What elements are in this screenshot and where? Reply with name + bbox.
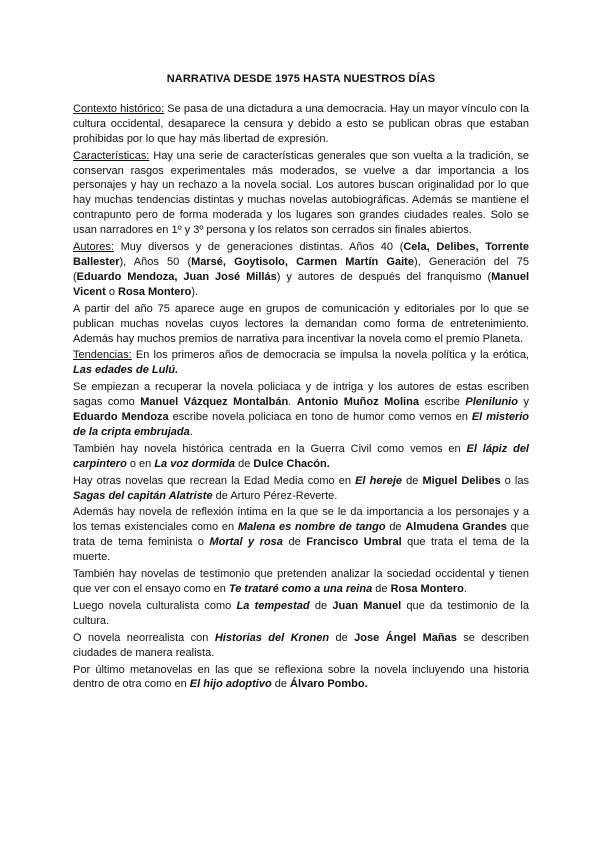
author-name: Eduardo Mendoza, Juan José Millás <box>76 270 277 283</box>
author-name: Dulce Chacón. <box>253 457 330 470</box>
work-title: El lápiz del carpintero <box>73 442 529 470</box>
author-name: Antonio Muñoz Molina <box>296 396 419 409</box>
work-title: El hijo adoptivo <box>189 678 272 691</box>
paragraph-text: de <box>235 457 254 470</box>
author-name: Miguel Delibes <box>422 474 501 487</box>
paragraph <box>73 474 529 504</box>
document-body <box>73 102 529 692</box>
work-title: La tempestad <box>236 599 310 612</box>
author-name: Francisco Umbral <box>306 536 402 549</box>
paragraph <box>73 102 529 147</box>
paragraph-text: de <box>385 521 406 534</box>
work-title: Te trataré como a una reina <box>228 583 373 595</box>
paragraph-text: . <box>189 425 193 438</box>
paragraph-text: y <box>517 396 529 409</box>
paragraph <box>73 663 529 693</box>
author-name: Rosa Montero <box>390 583 464 595</box>
paragraph <box>73 505 529 565</box>
author-name: Cela, Delibes, Torrente Ballester <box>73 241 529 268</box>
work-title: Plenilunio <box>465 396 518 409</box>
paragraph-text: o <box>105 285 119 298</box>
section-heading: Características: <box>73 149 150 162</box>
paragraph-text: escribe novela policiaca en tono de humor como vemos en <box>168 411 472 424</box>
paragraph-text: de Arturo Pérez-Reverte. <box>212 489 338 502</box>
paragraph <box>73 631 529 661</box>
work-title: Historias del Kronen <box>214 631 330 644</box>
paragraph-text: que trata el tema de la muerte. <box>73 536 530 564</box>
paragraph <box>73 599 529 629</box>
paragraph-text: O novela neorrealista con <box>73 631 215 644</box>
paragraph-text: . <box>463 583 467 595</box>
paragraph-text: o en <box>126 457 155 470</box>
work-title: Malena es nombre de tango <box>237 521 386 534</box>
work-title: Mortal y rosa <box>209 536 283 549</box>
author-name: Eduardo Mendoza <box>73 411 169 424</box>
paragraph-text: En los primeros años de democracia se impulsa la novela política y la erótica, <box>131 349 529 362</box>
paragraph-text: ), Años 50 ( <box>119 255 192 268</box>
document-page <box>73 72 529 694</box>
paragraph-text: de <box>329 631 355 644</box>
paragraph <box>73 348 529 378</box>
paragraph <box>73 380 529 440</box>
paragraph <box>73 149 529 238</box>
paragraph-text: Muy diversos y de generaciones distintas. Años 40 ( <box>113 241 404 254</box>
paragraph <box>73 240 529 300</box>
author-name: Almudena Grandes <box>405 521 507 534</box>
paragraph-text: Hay una serie de características generales que son vuelta a la tradición, se conservan rasgos experimentales más moderados, se vuelve a dar importancia a los personajes y hay un rechazo a la novela social. Los autores buscan originalidad por lo que hay muchas tendencias distintas y muchas novelas autobiográficas. Además se mantiene el contrapunto pero de forma moderada y los lugares son grandes ciudades reales. Solo se usan narradores en 1º y 3º persona y los relatos son cerrados sin finales abiertos. <box>73 149 529 237</box>
document-title: NARRATIVA DESDE 1975 HASTA NUESTROS DÍAS <box>166 73 436 85</box>
paragraph-text: Se pasa de una dictadura a una democracia. Hay un mayor vínculo con la cultura occidental, desaparece la censura y debido a esto se publican obras que estaban prohibidas por lo que hay más libertad de expresión. <box>73 102 529 145</box>
paragraph-text: que da testimonio de la cultura. <box>73 599 529 627</box>
paragraph-text: que trata de tema feminista o <box>73 521 529 549</box>
author-name: Marsé, Goytisolo, Carmen Martín Gaite <box>191 255 414 268</box>
paragraph-text: Hay otras novelas que recrean la Edad Media como en <box>73 474 356 487</box>
section-heading: Autores: <box>73 241 114 254</box>
paragraph-text: ), Generación del 75 ( <box>73 255 529 283</box>
author-name: Manuel Vázquez Montalbán <box>140 396 289 409</box>
author-name: Manuel Vicent <box>73 270 530 298</box>
section-heading: Contexto histórico: <box>73 102 165 115</box>
paragraph-text: de <box>282 536 307 549</box>
paragraph-text: Se empiezan a recuperar la novela policiaca y de intriga y los autores de estas escriben sagas como <box>73 381 529 409</box>
author-name: Juan Manuel <box>332 599 402 612</box>
paragraph-text: escribe <box>418 396 466 409</box>
paragraph-text: o las <box>500 474 529 487</box>
work-title: El hereje <box>355 474 403 487</box>
paragraph <box>73 302 529 347</box>
paragraph-text: de <box>309 599 333 612</box>
work-title: El misterio de la cripta embrujada <box>73 411 530 438</box>
work-title: La voz dormida <box>154 457 236 470</box>
paragraph-text: También hay novelas de testimonio que pretenden analizar la sociedad occidental y tienen que ver con el ensayo como en <box>73 568 529 595</box>
paragraph-text: se describen ciudades de manera realista. <box>73 631 529 659</box>
paragraph <box>73 442 529 472</box>
paragraph-text: Luego novela culturalista como <box>73 599 237 612</box>
paragraph-text: de <box>372 583 391 595</box>
paragraph <box>73 567 529 597</box>
author-name: Jose Ángel Mañas <box>354 631 457 644</box>
author-name: Álvaro Pombo. <box>290 678 368 691</box>
work-title: Las edades de Lulú. <box>73 364 179 377</box>
paragraph-text: ). <box>191 285 199 298</box>
work-title: Sagas del capitán Alatriste <box>73 489 213 502</box>
section-heading: Tendencias: <box>73 349 132 362</box>
paragraph-text: Además hay novela de reflexión íntima en la que se le da importancia a los personajes y a los temas existenciales como en <box>73 506 529 534</box>
paragraph-text: A partir del año 75 aparece auge en grupos de comunicación y editoriales por lo que se publican muchas novelas cuyos lectores la demandan como forma de entretenimiento. Además hay muchos premios de narrativa para incentivar la novela como el premio Planeta. <box>73 302 529 345</box>
author-name: Rosa Montero <box>118 285 192 298</box>
paragraph-text: de <box>271 678 291 691</box>
paragraph-text: ) y autores de después del franquismo ( <box>276 270 492 283</box>
paragraph-text: de <box>402 474 423 487</box>
paragraph-text: También hay novela histórica centrada en la Guerra Civil como vemos en <box>73 442 467 455</box>
paragraph-text: . <box>288 396 297 409</box>
paragraph-text: Por último metanovelas en las que se reflexiona sobre la novela incluyendo una historia dentro de otra como en <box>73 663 529 691</box>
